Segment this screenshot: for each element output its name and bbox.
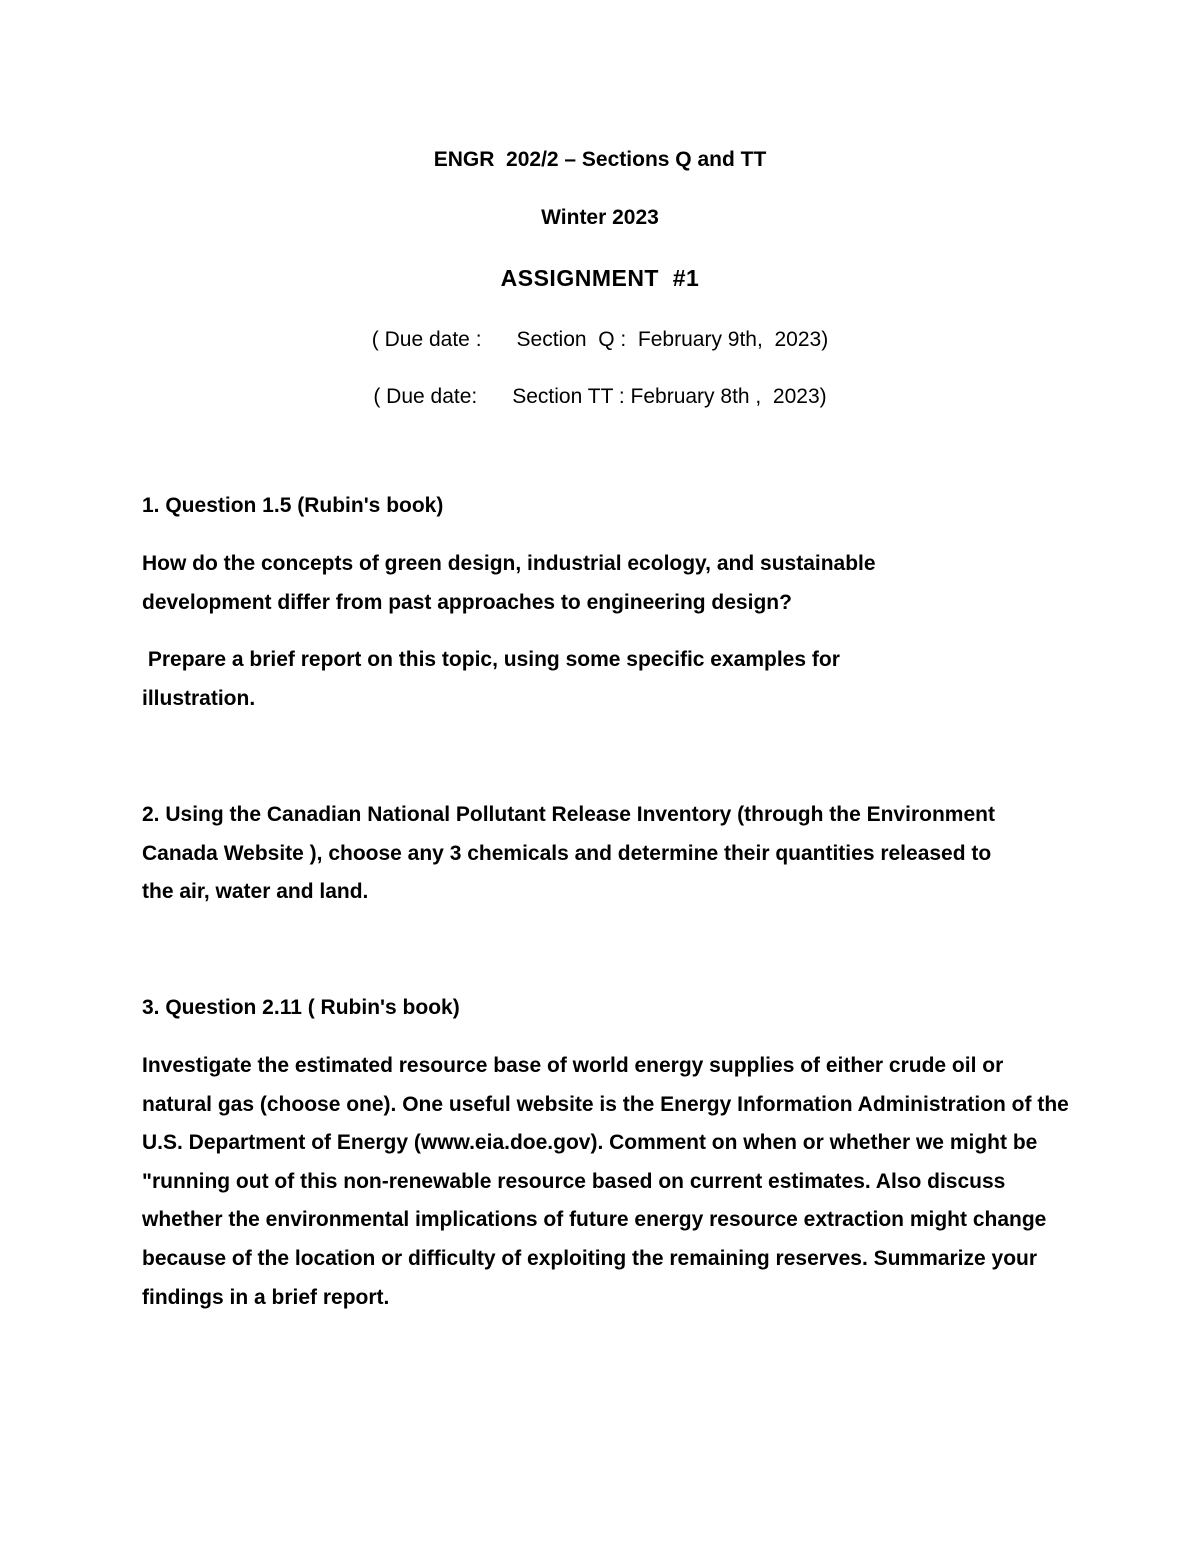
term-heading: Winter 2023 [541,206,659,229]
question-3-heading: 3. Question 2.11 ( Rubin's book) [142,996,460,1019]
question-1-heading: 1. Question 1.5 (Rubin's book) [142,494,444,517]
assignment-title: ASSIGNMENT #1 [500,265,700,291]
due-date-section-q: ( Due date : Section Q : February 9th, 2023) [371,328,829,351]
question-1-prompt: How do the concepts of green design, industrial ecology, and sustainable development differ from past approaches to engineering design? [142,552,876,614]
question-1-instruction: Prepare a brief report on this topic, using some specific examples for illustration. [142,648,846,710]
question-2-text: 2. Using the Canadian National Pollutant Release Inventory (through the Environment Canada Website ), choose any 3 chemicals and determine their quantities released to the air, water and land. [142,803,995,904]
course-heading: ENGR 202/2 – Sections Q and TT [433,148,767,171]
due-date-section-tt: ( Due date: Section TT : February 8th , 2023) [373,385,827,408]
question-3-text: Investigate the estimated resource base of world energy supplies of either crude oil or natural gas (choose one). One useful website is the Energy Information Administration of the U.S. Department of Energy (www.eia.doe.gov). Comment on when or whether we might be "running out of this non-renewable resource based on current estimates. Also discuss whether the environmental implications of future energy resource extraction might change because of the location or difficulty of exploiting the remaining reserves. Summarize your findings in a brief report. [142,1054,1069,1309]
